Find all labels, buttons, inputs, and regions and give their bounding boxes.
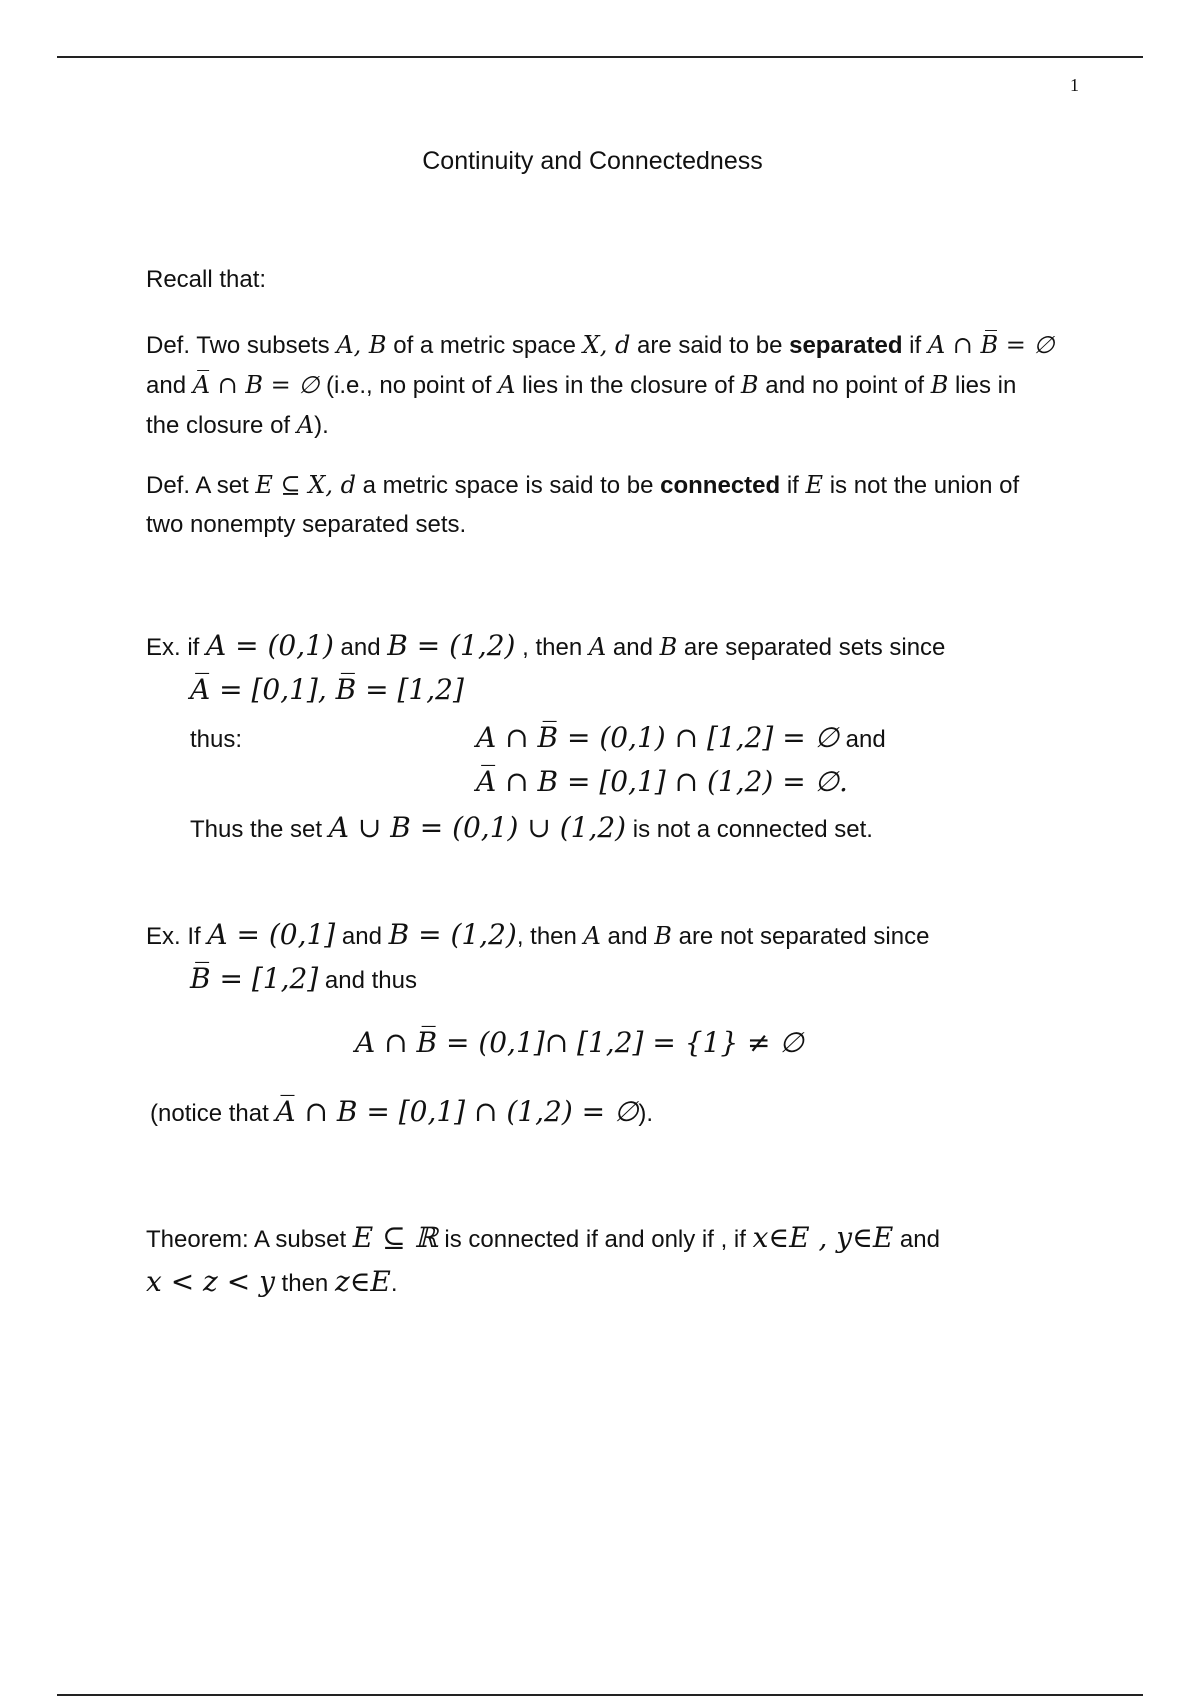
math: B xyxy=(654,922,672,950)
text: (i.e., no point of xyxy=(319,372,499,399)
text: , then xyxy=(515,634,589,661)
def2-line1 xyxy=(146,469,1019,502)
ex1-line1 xyxy=(146,630,945,664)
text: , then xyxy=(516,923,584,950)
text: and xyxy=(600,923,655,950)
text: . xyxy=(390,1270,398,1297)
text: of a metric space xyxy=(386,332,583,359)
math: x∈E , y∈E xyxy=(752,1221,894,1254)
text: then xyxy=(274,1270,335,1297)
math: z∈E xyxy=(334,1265,391,1298)
ex1-equation2 xyxy=(476,766,848,800)
math: B xyxy=(659,633,678,661)
math: A̅ ∩ B = ∅ xyxy=(192,371,320,399)
text: is not the union of xyxy=(823,472,1020,499)
math: A xyxy=(583,922,601,950)
math: A = (0,1] xyxy=(207,918,336,951)
page-number: 1 xyxy=(1070,75,1079,95)
text: if xyxy=(780,472,806,499)
def1-line1 xyxy=(146,329,1054,362)
text: Ex. If xyxy=(146,923,208,950)
text: the closure of xyxy=(146,412,297,439)
math: A, B xyxy=(336,331,387,359)
math: A xyxy=(588,633,607,661)
math: A xyxy=(296,411,315,439)
text: is connected if and only if , if xyxy=(437,1226,753,1253)
ex1-equation1 xyxy=(476,722,886,756)
theorem-line2 xyxy=(146,1266,398,1300)
ex2-notice xyxy=(150,1096,653,1130)
text: are said to be xyxy=(630,332,790,359)
text: (notice that xyxy=(150,1100,276,1127)
text: and thus xyxy=(318,967,417,994)
text: if xyxy=(902,332,928,359)
text: and xyxy=(839,726,886,753)
math: A̅ = [0,1], B̅ = [1,2] xyxy=(190,673,464,706)
text: and xyxy=(333,634,388,661)
text: ). xyxy=(638,1100,654,1127)
page-title: Continuity and Connectedness xyxy=(422,147,763,175)
math: E ⊆ ℝ xyxy=(352,1221,438,1254)
math: B xyxy=(930,371,949,399)
def1-line3 xyxy=(146,409,329,442)
text: are separated sets since xyxy=(677,634,946,661)
text: ). xyxy=(314,412,329,439)
ex2-equation xyxy=(355,1027,804,1061)
math: B̅ = [1,2] xyxy=(190,962,319,995)
text: Def. Two subsets xyxy=(146,332,337,359)
math: A ∩ B̅ = (0,1) ∩ [1,2] = ∅ xyxy=(476,721,839,754)
math: A ∩ B̅ = ∅ xyxy=(927,331,1055,359)
math: B xyxy=(740,371,759,399)
text: Theorem: A subset xyxy=(146,1226,353,1253)
ex1-closures xyxy=(190,674,464,708)
text: and xyxy=(146,372,193,399)
text: Thus the set xyxy=(190,816,329,843)
text: a metric space is said to be xyxy=(356,472,661,499)
text: Ex. if xyxy=(146,634,207,661)
term-connected: connected xyxy=(660,472,781,499)
math: B = (1,2) xyxy=(388,918,517,951)
text: and xyxy=(335,923,389,950)
top-rule xyxy=(57,56,1143,58)
math: A̅ ∩ B = [0,1] ∩ (1,2) = ∅ xyxy=(275,1095,639,1128)
recall-text: Recall that: xyxy=(146,266,267,293)
text: are not separated since xyxy=(671,923,930,950)
term-separated: separated xyxy=(789,332,903,359)
math: x < z < y xyxy=(146,1265,275,1298)
ex1-thus: thus: xyxy=(190,726,243,753)
ex2-line1 xyxy=(146,919,929,953)
text: Def. A set xyxy=(146,472,256,499)
text: lies in xyxy=(948,372,1017,399)
text: and xyxy=(893,1226,940,1253)
def1-line2 xyxy=(146,369,1016,402)
def2-line2: two nonempty separated sets. xyxy=(146,511,467,538)
math: A xyxy=(498,371,516,399)
bottom-rule xyxy=(57,1694,1143,1696)
math: X, d xyxy=(582,331,631,359)
ex1-conclusion xyxy=(190,812,873,846)
math: B = (1,2) xyxy=(387,629,516,662)
math: E ⊆ X, d xyxy=(255,471,356,499)
text: is not a connected set. xyxy=(626,816,873,843)
theorem-line1 xyxy=(146,1222,940,1256)
text: and xyxy=(606,634,660,661)
math: A̅ ∩ B = [0,1] ∩ (1,2) = ∅. xyxy=(476,765,848,798)
text: lies in the closure of xyxy=(515,372,741,399)
math: A ∪ B = (0,1) ∪ (1,2) xyxy=(328,811,627,844)
math: A = (0,1) xyxy=(206,629,334,662)
math: E xyxy=(805,471,824,499)
ex2-line2 xyxy=(190,963,417,997)
text: and no point of xyxy=(758,372,931,399)
math: A ∩ B̅ = (0,1]∩ [1,2] = {1} ≠ ∅ xyxy=(355,1026,804,1059)
